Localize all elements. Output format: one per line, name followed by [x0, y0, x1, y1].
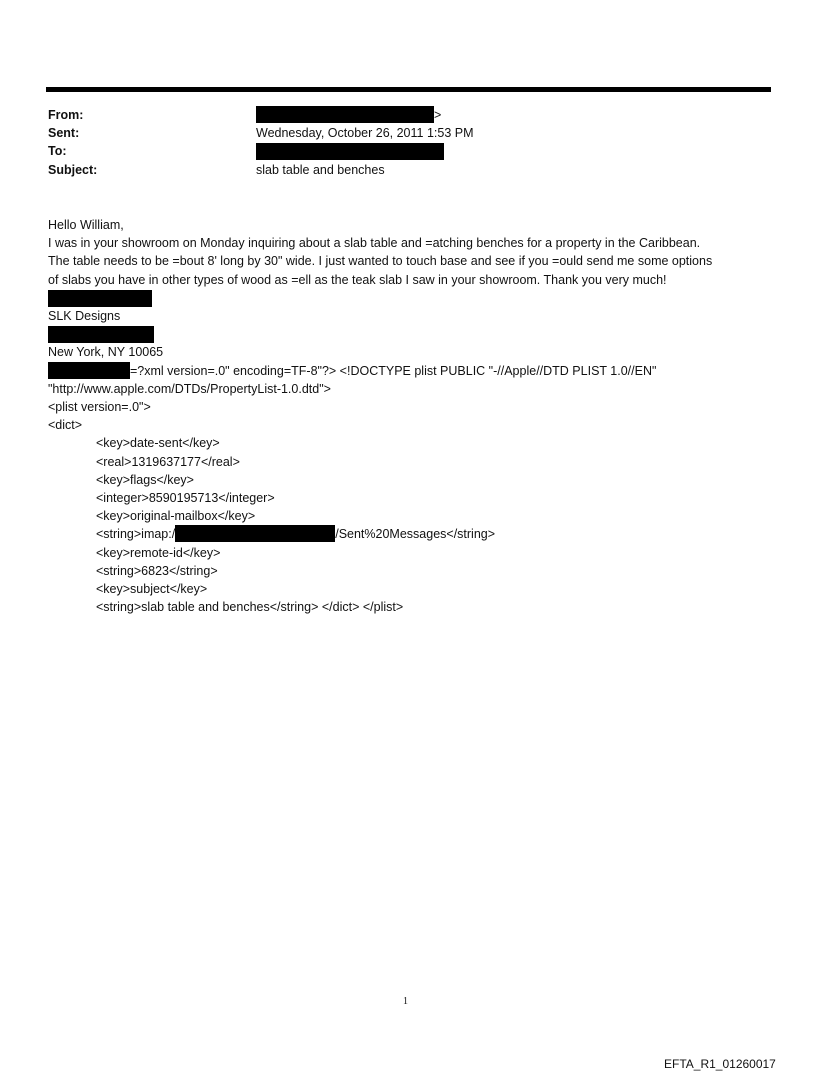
- header-rule: [46, 87, 771, 92]
- sent-label: Sent:: [48, 126, 80, 140]
- xml-line: <key>original-mailbox</key>: [96, 509, 256, 524]
- mailbox-prefix: <string>imap:/: [96, 527, 176, 542]
- email-body: [48, 216, 773, 616]
- greeting: Hello William,: [48, 218, 124, 232]
- redaction-box: [256, 106, 434, 123]
- redaction-box: [175, 525, 335, 542]
- xml-line: [48, 525, 773, 543]
- xml-line: <key>subject</key>: [96, 582, 208, 597]
- signature-address: [48, 325, 773, 343]
- subject-value: slab table and benches: [256, 163, 385, 177]
- body-line: I was in your showroom on Monday inquiring about a slab table and =atching benches for a property in the Caribbean.: [48, 236, 701, 251]
- xml-line: <key>flags</key>: [96, 472, 194, 487]
- redaction-box: [256, 143, 444, 160]
- signature-city: New York, NY 10065: [48, 345, 164, 360]
- page-number: 1: [403, 996, 408, 1007]
- redaction-box: [48, 326, 154, 343]
- to-value: [256, 142, 444, 160]
- xml-line: [48, 362, 773, 380]
- to-label: To:: [48, 144, 67, 158]
- xml-line: <string>slab table and benches</string> </dict> </plist>: [96, 600, 404, 615]
- subject-label: Subject:: [48, 163, 98, 177]
- xml-line: <real>1319637177</real>: [96, 454, 240, 469]
- sent-value: Wednesday, October 26, 2011 1:53 PM: [256, 126, 474, 140]
- xml-line: <plist version=.0">: [48, 400, 151, 415]
- xml-line: <integer>8590195713</integer>: [96, 491, 275, 506]
- body-line: The table needs to be =bout 8' long by 30" wide. I just wanted to touch base and see if you =ould send me some options: [48, 254, 713, 269]
- xml-line: "http://www.apple.com/DTDs/PropertyList-1.0.dtd">: [48, 381, 331, 396]
- body-line: of slabs you have in other types of wood as =ell as the teak slab I saw in your showroom. Thank you very much!: [48, 272, 667, 287]
- xml-line: <key>remote-id</key>: [96, 545, 221, 560]
- redaction-box: [48, 362, 130, 379]
- from-value: [256, 106, 441, 124]
- from-label: From:: [48, 108, 84, 122]
- xml-line: <dict>: [48, 418, 83, 433]
- signature-name: [48, 289, 773, 307]
- xml-line: <string>6823</string>: [96, 563, 218, 578]
- from-suffix: >: [434, 108, 442, 122]
- signature-company: SLK Designs: [48, 309, 121, 324]
- mailbox-suffix: /Sent%20Messages</string>: [335, 527, 496, 542]
- document-id: EFTA_R1_01260017: [664, 1057, 776, 1071]
- xml-decl: =?xml version=.0" encoding=TF-8"?> <!DOCTYPE plist PUBLIC "-//Apple//DTD PLIST 1.0//EN": [130, 363, 657, 378]
- redaction-box: [48, 290, 152, 307]
- xml-line: <key>date-sent</key>: [96, 436, 220, 451]
